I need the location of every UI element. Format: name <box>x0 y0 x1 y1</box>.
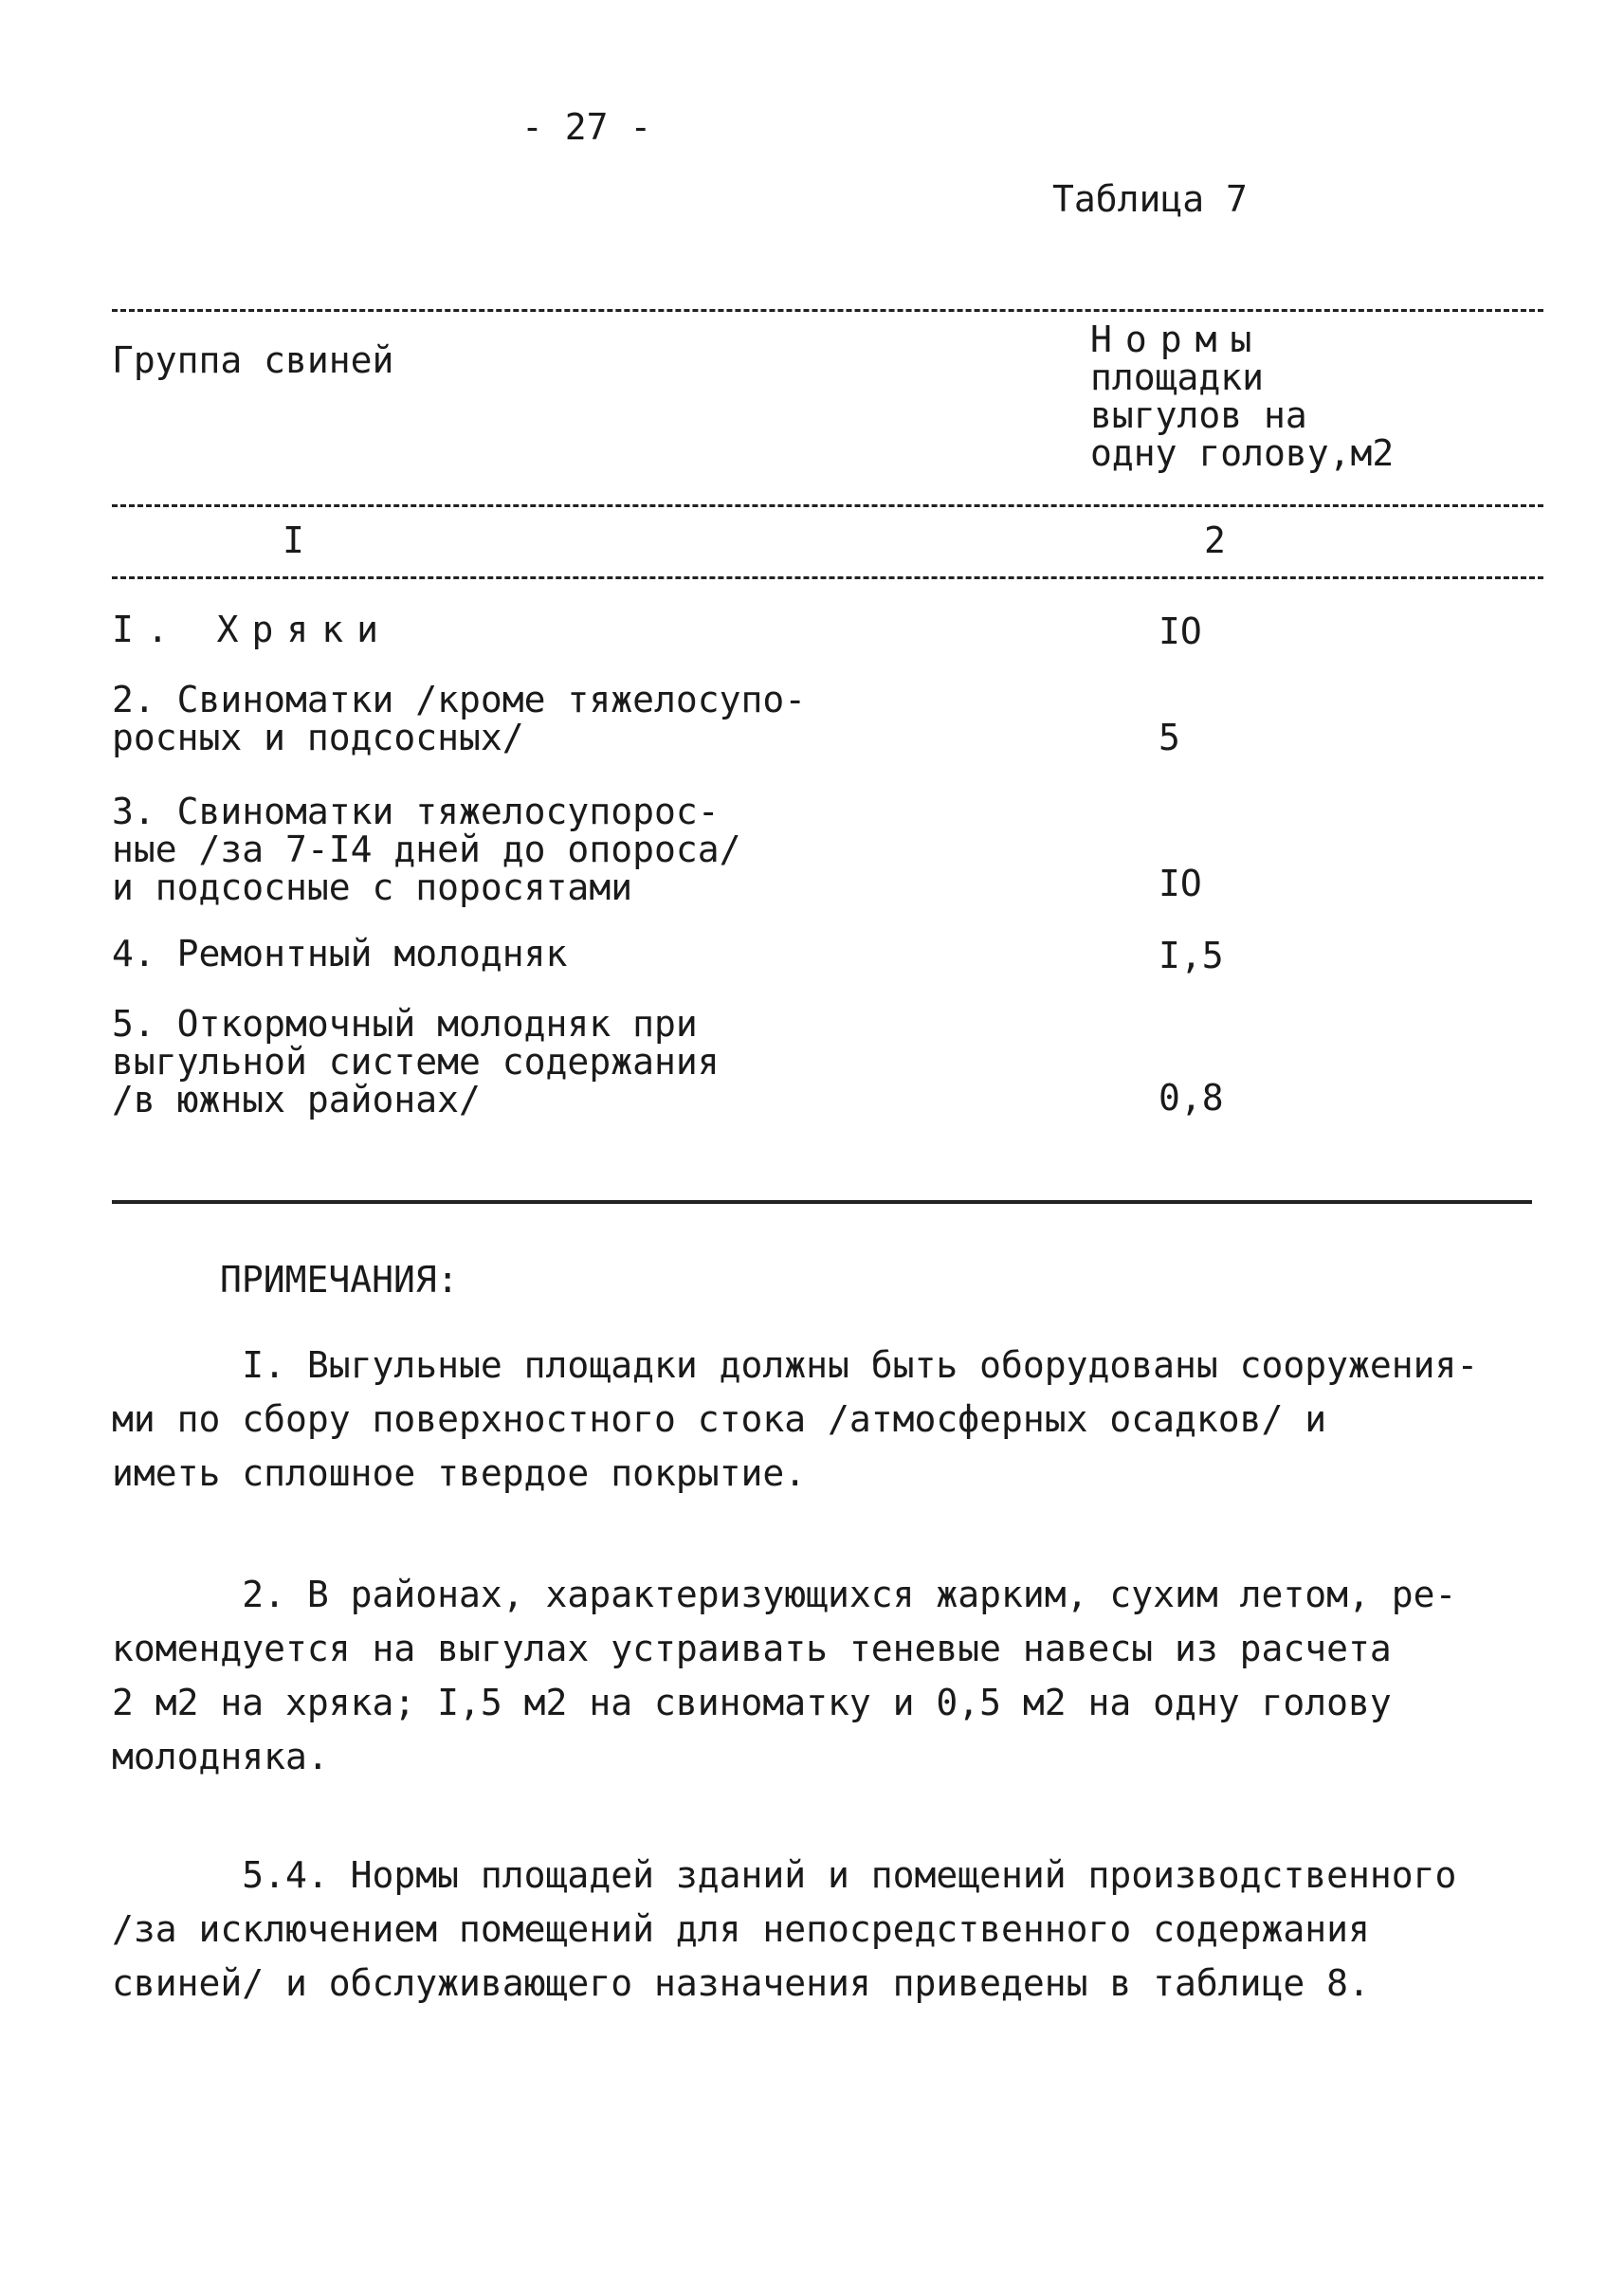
row-label <box>112 681 965 756</box>
table-colnum-rule <box>112 576 1543 579</box>
table-header-norms-line1: Нормы <box>1090 319 1266 360</box>
row-label <box>112 935 965 973</box>
row-label <box>112 1005 965 1119</box>
table-header-group: Группа свиней <box>112 339 394 381</box>
table-header-norms-line2: площадки <box>1090 356 1265 398</box>
table-bottom-rule <box>112 1200 1532 1204</box>
row-label <box>112 792 965 906</box>
row-label-line: росных и подсосных/ <box>112 717 524 758</box>
row-label-line: 5. Откормочный молодняк при <box>112 1003 698 1045</box>
page-number: - 27 - <box>521 106 652 148</box>
row-value: I,5 <box>1159 935 1224 976</box>
row-value: 5 <box>1159 717 1180 758</box>
table-header-rule <box>112 504 1543 507</box>
row-value: IO <box>1159 610 1202 652</box>
note-paragraph: I. Выгульные площадки должны быть оборудованы сооружения- ми по сбору поверхностного стока /атмосферных осадков/ и иметь сплошное твердое покрытие. <box>112 1344 1479 1494</box>
row-label-line: и подсосные с поросятами <box>112 866 633 908</box>
row-label-line: 4. Ремонтный молодняк <box>112 933 568 974</box>
column-number-2: 2 <box>1204 519 1226 561</box>
note-paragraph: 2. В районах, характеризующихся жарким, сухим летом, ре- комендуется на выгулах устраивать теневые навесы из расчета 2 м2 на хряка; I,5 м2 на свиноматку и 0,5 м2 на одну голову молодняка. <box>112 1574 1457 1777</box>
row-value: IO <box>1159 863 1202 904</box>
table-header-norms-line4: одну голову,м2 <box>1090 432 1395 474</box>
row-label-line: ные /за 7-I4 дней до опороса/ <box>112 829 741 870</box>
table-header-norms-line3: выгулов на <box>1090 394 1307 436</box>
row-label-line: 3. Свиноматки тяжелосупорос- <box>112 791 720 832</box>
table-header-norms <box>1090 320 1507 472</box>
row-label-line: 2. Свиноматки /кроме тяжелосупо- <box>112 679 807 720</box>
section-paragraph: 5.4. Нормы площадей зданий и помещений производственного /за исключением помещений для непосредственного содержания свиней/ и обслуживающего назначения приведены в таблице 8. <box>112 1854 1457 2004</box>
column-number-1: I <box>283 519 304 561</box>
row-label-line: I. Хряки <box>112 609 392 650</box>
row-label <box>112 610 965 648</box>
row-label-line: /в южных районах/ <box>112 1079 481 1120</box>
table-label: Таблица 7 <box>1052 178 1248 220</box>
table-top-rule <box>112 309 1543 312</box>
row-value: 0,8 <box>1159 1077 1224 1119</box>
notes-heading: ПРИМЕЧАНИЯ: <box>220 1259 459 1301</box>
row-label-line: выгульной системе содержания <box>112 1041 720 1083</box>
